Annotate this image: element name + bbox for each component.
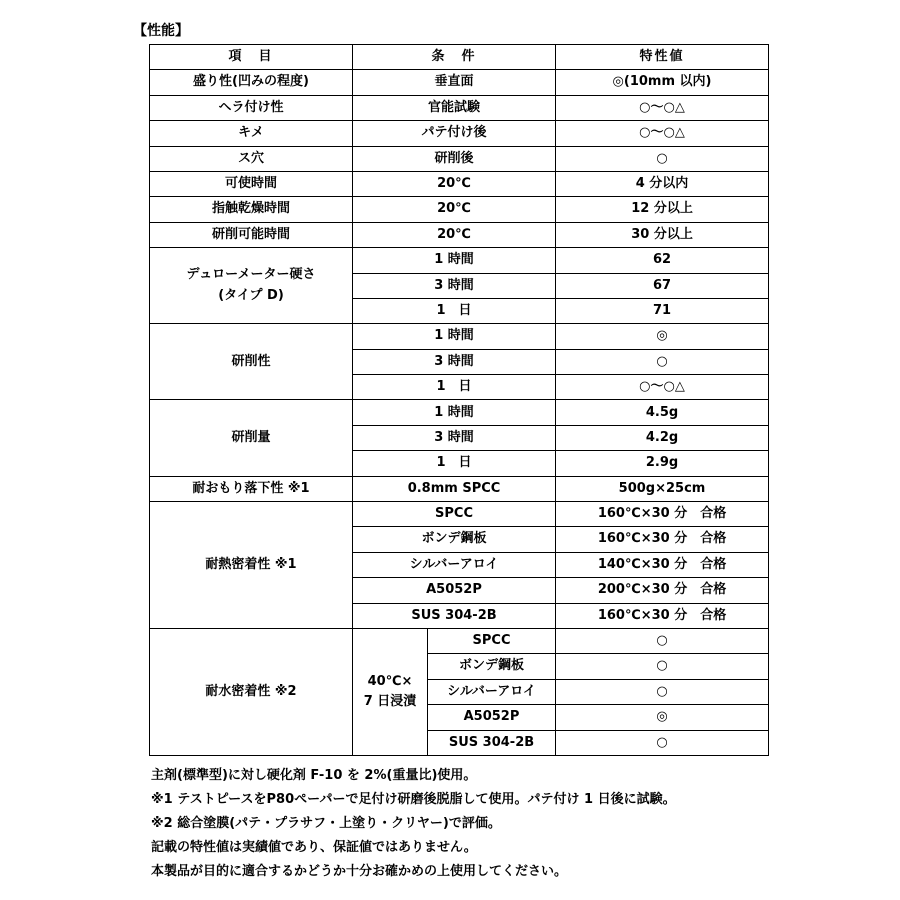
value-cell: ◎(10mm 以内): [556, 70, 769, 95]
table-row: [150, 222, 769, 247]
condition-cell: 1 時間: [353, 400, 556, 425]
value-cell: ○: [556, 679, 769, 704]
condition-cell: 20℃: [353, 222, 556, 247]
value-cell: ◎: [556, 705, 769, 730]
item-cell-heat-adhesion: 耐熱密着性 ※1: [150, 502, 353, 629]
value-cell: 160℃×30 分 合格: [556, 527, 769, 552]
value-cell: 160℃×30 分 合格: [556, 502, 769, 527]
water-temp: 40℃×: [367, 673, 413, 689]
table-row: [150, 197, 769, 222]
table-row: [150, 121, 769, 146]
value-cell: ○～○△: [556, 121, 769, 146]
item-cell: 盛り性(凹みの程度): [150, 70, 353, 95]
table-row: [150, 95, 769, 120]
header-item: 項 目: [150, 45, 353, 70]
table-row: [150, 324, 769, 349]
item-cell: 指触乾燥時間: [150, 197, 353, 222]
table-row: [150, 70, 769, 95]
value-cell: 67: [556, 273, 769, 298]
table-row: [150, 628, 769, 653]
item-cell: 研削可能時間: [150, 222, 353, 247]
condition-cell: SUS 304-2B: [353, 603, 556, 628]
condition-cell: パテ付け後: [353, 121, 556, 146]
note-line: 記載の特性値は実績値であり、保証値ではありません。: [151, 840, 477, 855]
value-cell: 30 分以上: [556, 222, 769, 247]
condition-cell: 3 時間: [353, 273, 556, 298]
header-value: 特性値: [556, 45, 769, 70]
value-cell: ○: [556, 654, 769, 679]
item-cell: 可使時間: [150, 171, 353, 196]
condition-cell: 垂直面: [353, 70, 556, 95]
condition-cell: SPCC: [353, 502, 556, 527]
note-line: 本製品が目的に適合するかどうか十分お確かめの上使用してください。: [151, 864, 568, 879]
condition-cell: 20℃: [353, 171, 556, 196]
item-cell: キメ: [150, 121, 353, 146]
table-row: [150, 171, 769, 196]
value-cell: 2.9g: [556, 451, 769, 476]
value-cell: 4.5g: [556, 400, 769, 425]
item-cell-grindability: 研削性: [150, 324, 353, 400]
note-line: ※1 テストピースをP80ペーパーで足付け研磨後脱脂して使用。パテ付け 1 日後に試験。: [151, 792, 676, 807]
hardness-type-label: (タイプ D): [218, 287, 284, 303]
hardness-label: デュローメーター硬さ: [186, 267, 316, 283]
substrate-cell: ボンデ鋼板: [428, 654, 556, 679]
substrate-cell: シルバーアロイ: [428, 679, 556, 704]
value-cell: ○～○△: [556, 95, 769, 120]
value-cell: 160℃×30 分 合格: [556, 603, 769, 628]
value-cell: 140℃×30 分 合格: [556, 552, 769, 577]
condition-cell: 0.8mm SPCC: [353, 476, 556, 501]
notes-block: [151, 764, 676, 884]
performance-table: [149, 44, 769, 756]
table-row: [150, 476, 769, 501]
value-cell: ○～○△: [556, 375, 769, 400]
condition-cell: 1 日: [353, 375, 556, 400]
item-cell: ス穴: [150, 146, 353, 171]
value-cell: 4.2g: [556, 425, 769, 450]
substrate-cell: A5052P: [428, 705, 556, 730]
condition-cell: ボンデ鋼板: [353, 527, 556, 552]
value-cell: ○: [556, 730, 769, 755]
section-heading: 【性能】: [133, 23, 189, 39]
value-cell: 62: [556, 248, 769, 273]
condition-cell: シルバーアロイ: [353, 552, 556, 577]
table-row: [150, 146, 769, 171]
condition-cell: 20℃: [353, 197, 556, 222]
condition-cell: 1 時間: [353, 248, 556, 273]
item-cell-grind-amount: 研削量: [150, 400, 353, 476]
substrate-cell: SUS 304-2B: [428, 730, 556, 755]
header-condition: 条 件: [353, 45, 556, 70]
table-header-row: [150, 45, 769, 70]
condition-cell: 官能試験: [353, 95, 556, 120]
item-cell-hardness: [150, 248, 353, 324]
value-cell: 500g×25cm: [556, 476, 769, 501]
value-cell: 71: [556, 298, 769, 323]
value-cell: 200℃×30 分 合格: [556, 578, 769, 603]
condition-cell: 研削後: [353, 146, 556, 171]
value-cell: ◎: [556, 324, 769, 349]
table-row: [150, 248, 769, 273]
value-cell: ○: [556, 146, 769, 171]
item-cell: ヘラ付け性: [150, 95, 353, 120]
condition-cell: 1 時間: [353, 324, 556, 349]
note-line: ※2 総合塗膜(パテ・プラサフ・上塗り・クリヤー)で評価。: [151, 816, 501, 831]
note-line: 主剤(標準型)に対し硬化剤 F-10 を 2%(重量比)使用。: [151, 768, 477, 783]
water-condition-cell: [353, 628, 428, 755]
item-cell: 耐おもり落下性 ※1: [150, 476, 353, 501]
condition-cell: 3 時間: [353, 349, 556, 374]
condition-cell: 3 時間: [353, 425, 556, 450]
condition-cell: A5052P: [353, 578, 556, 603]
value-cell: 12 分以上: [556, 197, 769, 222]
value-cell: 4 分以内: [556, 171, 769, 196]
item-cell-water-adhesion: 耐水密着性 ※2: [150, 628, 353, 755]
table-row: [150, 400, 769, 425]
water-duration: 7 日浸漬: [363, 693, 417, 709]
table-row: [150, 502, 769, 527]
condition-cell: 1 日: [353, 298, 556, 323]
value-cell: ○: [556, 349, 769, 374]
condition-cell: 1 日: [353, 451, 556, 476]
substrate-cell: SPCC: [428, 628, 556, 653]
value-cell: ○: [556, 628, 769, 653]
